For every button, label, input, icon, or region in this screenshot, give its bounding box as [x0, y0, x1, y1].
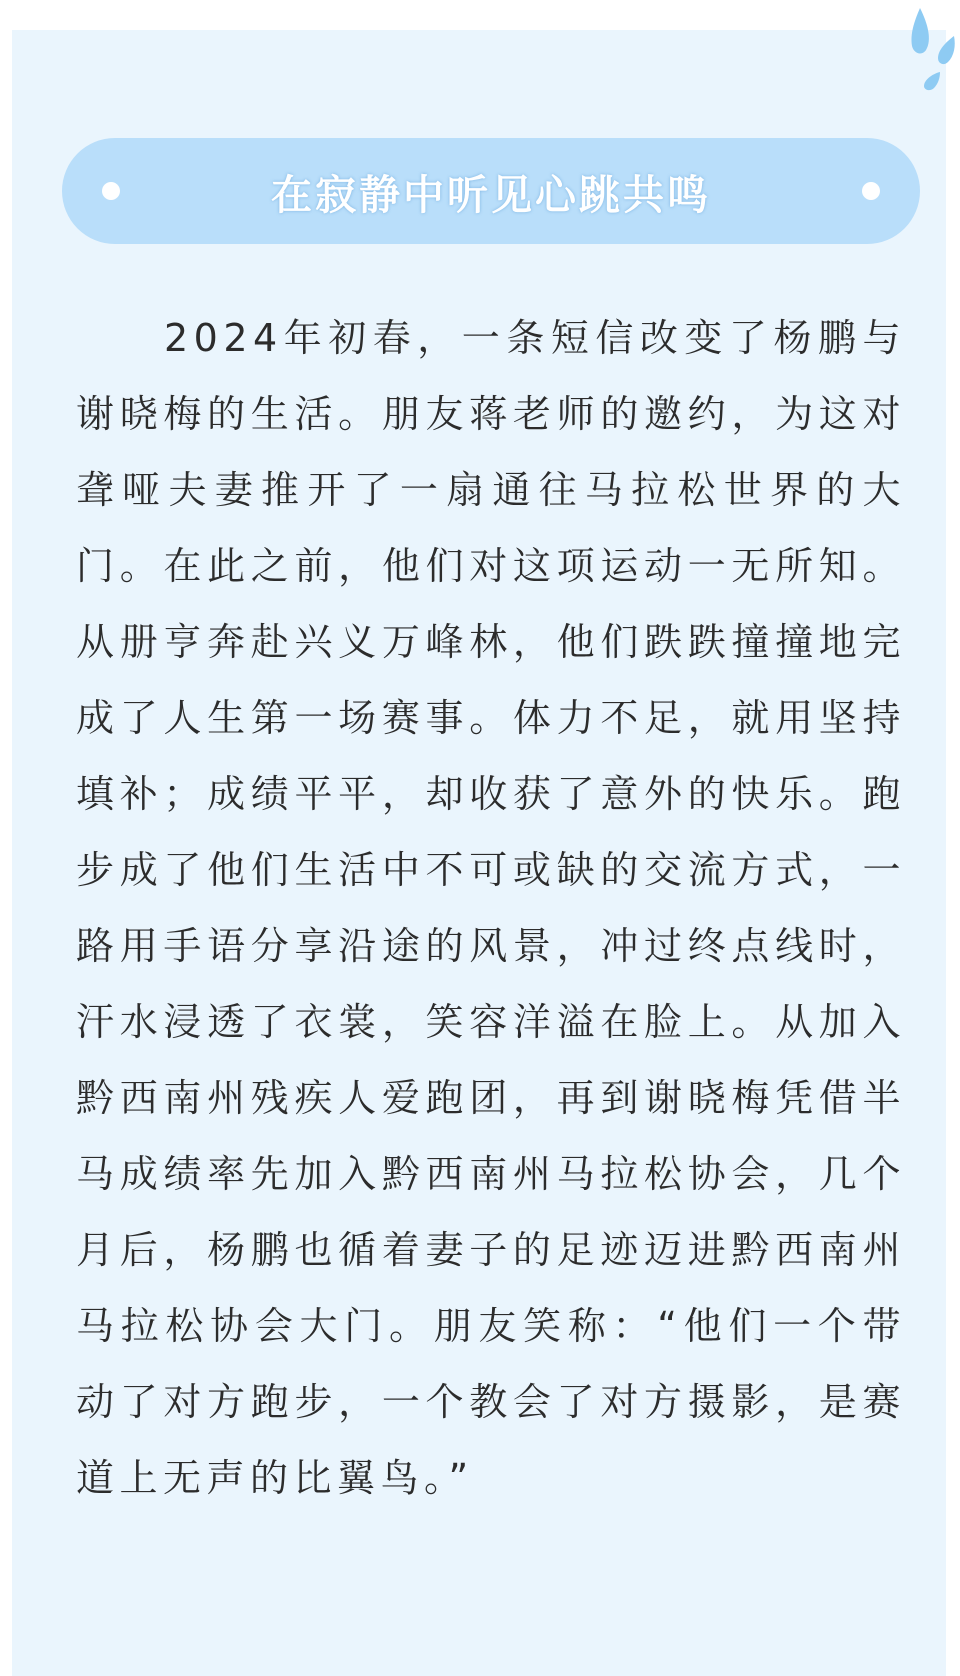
section-title: 在寂静中听见心跳共鸣	[271, 170, 711, 219]
title-dot-left	[102, 182, 120, 200]
water-drops-icon	[880, 0, 960, 100]
article-card	[12, 30, 946, 1676]
title-dot-right	[862, 182, 880, 200]
article-paragraph: 2024年初春，一条短信改变了杨鹏与谢晓梅的生活。朋友蒋老师的邀约，为这对聋哑夫妻推开了一扇通往马拉松世界的大门。在此之前，他们对这项运动一无所知。从册亨奔赴兴义万峰林，他们跌跌撞撞地完成了人生第一场赛事。体力不足，就用坚持填补；成绩平平，却收获了意外的快乐。跑步成了他们生活中不可或缺的交流方式，一路用手语分享沿途的风景，冲过终点线时，汗水浸透了衣裳，笑容洋溢在脸上。从加入黔西南州残疾人爱跑团，再到谢晓梅凭借半马成绩率先加入黔西南州马拉松协会，几个月后，杨鹏也循着妻子的足迹迈进黔西南州马拉松协会大门。朋友笑称：“他们一个带动了对方跑步，一个教会了对方摄影，是赛道上无声的比翼鸟。”	[76, 316, 906, 1500]
section-title-bar	[62, 138, 920, 244]
